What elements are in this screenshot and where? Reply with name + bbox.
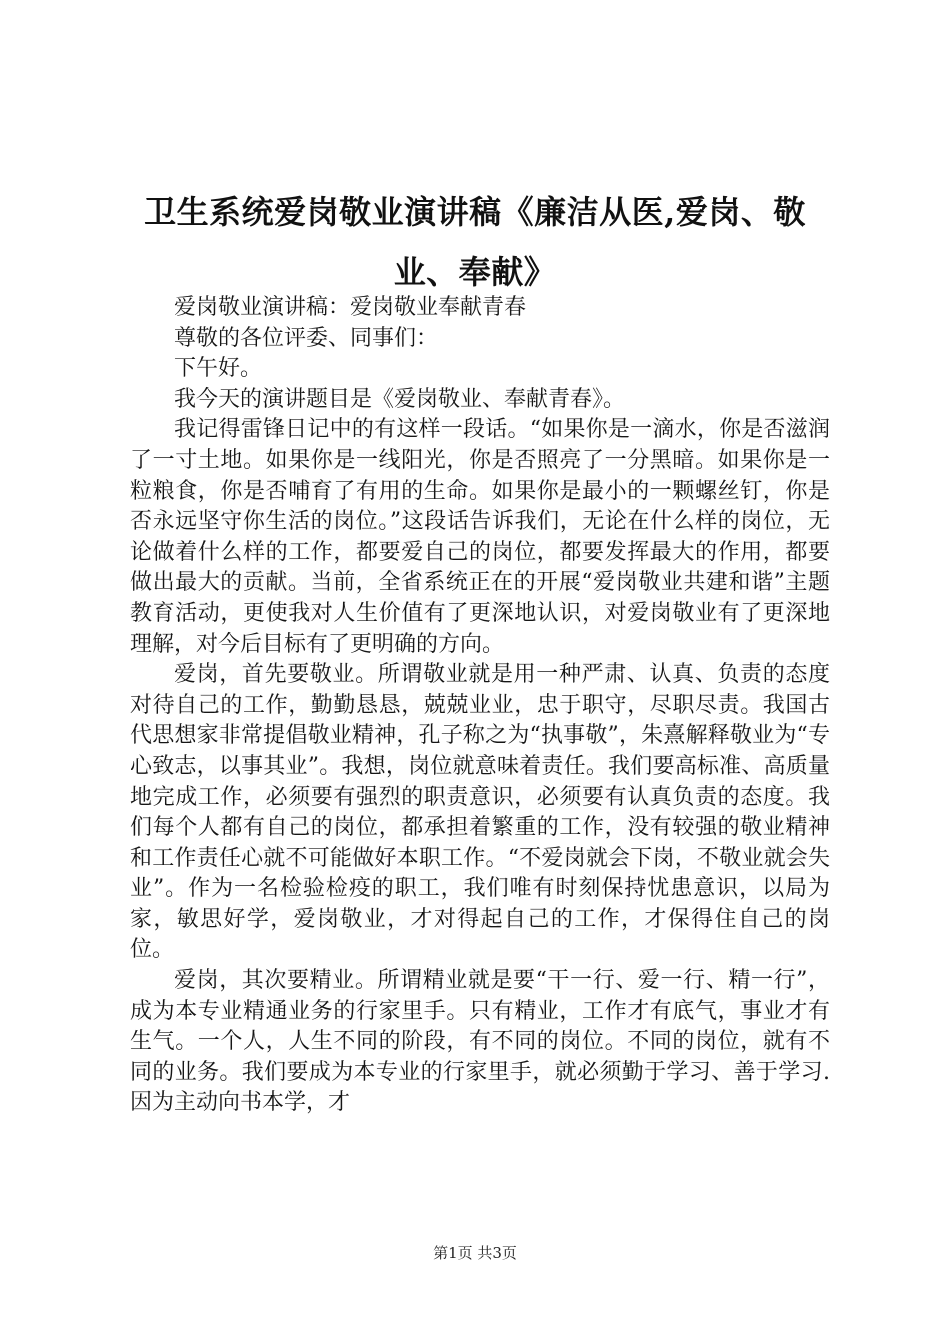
paragraph-excellence: 爱岗，其次要精业。所谓精业就是要“干一行、爱一行、精一行”，成为本专业精通业务的行家里手。只有精业，工作才有底气，事业才有生气。一个人，人生不同的阶段，有不同的岗位。不同的岗位，就有不同的业务。我们要成为本专业的行家里手，就必须勤于学习、善于学习.因为主动向书本学，才 <box>130 968 830 1116</box>
paragraph-salutation: 尊敬的各位评委、同事们： <box>174 325 439 351</box>
paragraph-greeting: 下午好。 <box>174 356 263 382</box>
paragraph-dedication: 爱岗，首先要敬业。所谓敬业就是用一种严肃、认真、负责的态度对待自己的工作，勤勤恳恳，兢兢业业，忠于职守，尽职尽责。我国古代思想家非常提倡敬业精神，孔子称之为“执事敬”，朱熹解释敬业为“专心致志，以事其业”。我想，岗位就意味着责任。我们要高标准、高质量地完成工作，必须要有强烈的职责意识，必须要有认真负责的态度。我们每个人都有自己的岗位，都承担着繁重的工作，没有较强的敬业精神和工作责任心就不可能做好本职工作。“不爱岗就会下岗，不敬业就会失业”。作为一名检验检疫的职工，我们唯有时刻保持忧患意识，以局为家，敏思好学，爱岗敬业，才对得起自己的工作，才保得住自己的岗位。 <box>130 662 830 963</box>
document-title: 卫生系统爱岗敬业演讲稿《廉洁从医,爱岗、敬业、奉献》 <box>144 193 806 291</box>
paragraph-subtitle: 爱岗敬业演讲稿：爱岗敬业奉献青春 <box>174 295 527 320</box>
paragraph-leifeng-quote: 我记得雷锋日记中的有这样一段话。“如果你是一滴水，你是否滋润了一寸土地。如果你是一线阳光，你是否照亮了一分黑暗。如果你是一粒粮食，你是否哺育了有用的生命。如果你是最小的一颗螺丝钉，你是否永远坚守你生活的岗位。”这段话告诉我们，无论在什么样的岗位，无论做着什么样的工作，都要爱自己的岗位，都要发挥最大的作用，都要做出最大的贡献。当前，全省系统正在的开展“爱岗敬业共建和谐”主题教育活动，更使我对人生价值有了更深地认识，对爱岗敬业有了更深地理解，对今后目标有了更明确的方向。 <box>130 417 830 657</box>
paragraph-topic: 我今天的演讲题目是《爱岗敬业、奉献青春》。 <box>174 386 626 412</box>
document-body <box>130 293 830 1119</box>
page-number-footer: 第1页 共3页 <box>433 1244 517 1262</box>
